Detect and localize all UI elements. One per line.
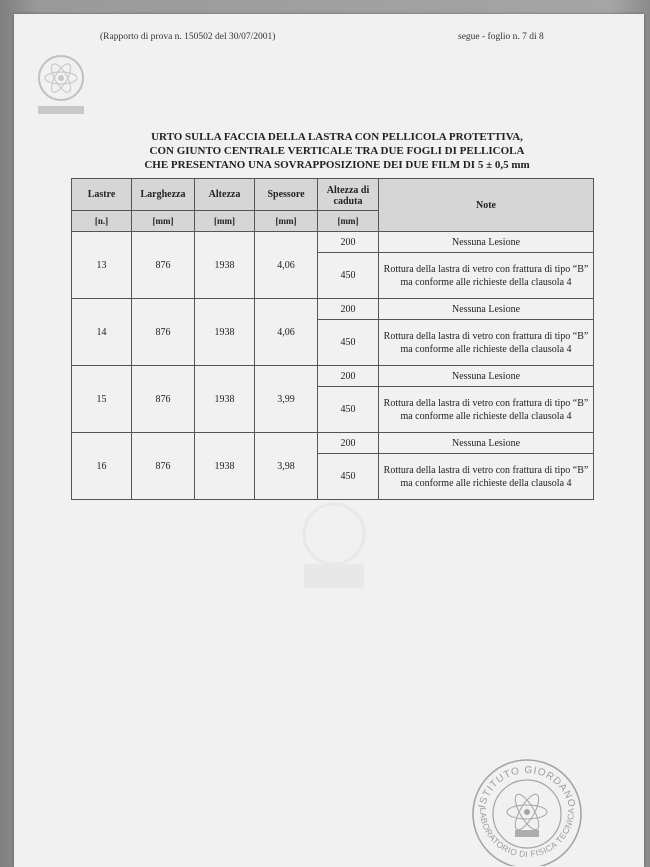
watermark-icon	[274, 494, 394, 594]
cell-larghezza: 876	[132, 366, 195, 433]
cell-spessore: 4,06	[255, 232, 318, 299]
document-title	[84, 130, 590, 172]
cell-note: Rottura della lastra di vetro con frattura di tipo “B” ma conforme alle richieste della clausola 4	[379, 320, 594, 366]
table-row	[72, 366, 594, 387]
column-header-note: Note	[379, 179, 594, 232]
cell-lastra: 16	[72, 433, 132, 500]
cell-larghezza: 876	[132, 232, 195, 299]
cell-caduta: 200	[318, 433, 379, 454]
cell-note: Nessuna Lesione	[379, 433, 594, 454]
cell-note: Rottura della lastra di vetro con frattura di tipo “B” ma conforme alle richieste della clausola 4	[379, 454, 594, 500]
institute-logo-icon	[32, 50, 90, 118]
cell-note: Rottura della lastra di vetro con frattura di tipo “B” ma conforme alle richieste della clausola 4	[379, 253, 594, 299]
column-header-lastre: Lastre	[72, 179, 132, 211]
unit-lastre: [n.]	[72, 211, 132, 232]
cell-spessore: 3,99	[255, 366, 318, 433]
cell-altezza: 1938	[195, 299, 255, 366]
table-row	[72, 299, 594, 320]
cell-lastra: 15	[72, 366, 132, 433]
results-table	[71, 178, 594, 500]
table-header-row	[72, 179, 594, 211]
cell-spessore: 4,06	[255, 299, 318, 366]
cell-caduta: 450	[318, 320, 379, 366]
cell-note: Nessuna Lesione	[379, 232, 594, 253]
report-reference: (Rapporto di prova n. 150502 del 30/07/2001)	[100, 32, 276, 42]
cell-altezza: 1938	[195, 433, 255, 500]
cell-larghezza: 876	[132, 299, 195, 366]
unit-altezza: [mm]	[195, 211, 255, 232]
cell-caduta: 450	[318, 253, 379, 299]
title-line-2: CON GIUNTO CENTRALE VERTICALE TRA DUE FOGLI DI PELLICOLA	[149, 145, 525, 157]
cell-caduta: 450	[318, 454, 379, 500]
cell-note: Rottura della lastra di vetro con frattura di tipo “B” ma conforme alle richieste della clausola 4	[379, 387, 594, 433]
sheet-reference: segue - foglio n. 7 di 8	[458, 32, 544, 42]
column-header-altezza: Altezza	[195, 179, 255, 211]
cell-altezza: 1938	[195, 232, 255, 299]
table-row	[72, 433, 594, 454]
institute-seal-stamp	[468, 758, 586, 866]
column-header-altezza-caduta: Altezza di caduta	[318, 179, 379, 211]
cell-altezza: 1938	[195, 366, 255, 433]
cell-spessore: 3,98	[255, 433, 318, 500]
document-page	[14, 14, 644, 867]
column-header-spessore: Spessore	[255, 179, 318, 211]
unit-larghezza: [mm]	[132, 211, 195, 232]
svg-text:ISTITUTO GIORDANO	[477, 765, 577, 809]
cell-note: Nessuna Lesione	[379, 366, 594, 387]
unit-spessore: [mm]	[255, 211, 318, 232]
title-line-1: URTO SULLA FACCIA DELLA LASTRA CON PELLICOLA PROTETTIVA,	[151, 131, 523, 143]
cell-caduta: 450	[318, 387, 379, 433]
stamp-top-text: ISTITUTO GIORDANO	[476, 764, 578, 810]
table-row	[72, 232, 594, 253]
cell-larghezza: 876	[132, 433, 195, 500]
cell-caduta: 200	[318, 299, 379, 320]
cell-caduta: 200	[318, 366, 379, 387]
unit-altezza-caduta: [mm]	[318, 211, 379, 232]
stamp-bottom-text: LABORATORIO DI FISICA TECNICA	[477, 807, 577, 860]
cell-lastra: 13	[72, 232, 132, 299]
cell-lastra: 14	[72, 299, 132, 366]
title-line-3: CHE PRESENTANO UNA SOVRAPPOSIZIONE DEI DUE FILM DI 5 ± 0,5 mm	[144, 159, 530, 171]
cell-caduta: 200	[318, 232, 379, 253]
cell-note: Nessuna Lesione	[379, 299, 594, 320]
column-header-larghezza: Larghezza	[132, 179, 195, 211]
